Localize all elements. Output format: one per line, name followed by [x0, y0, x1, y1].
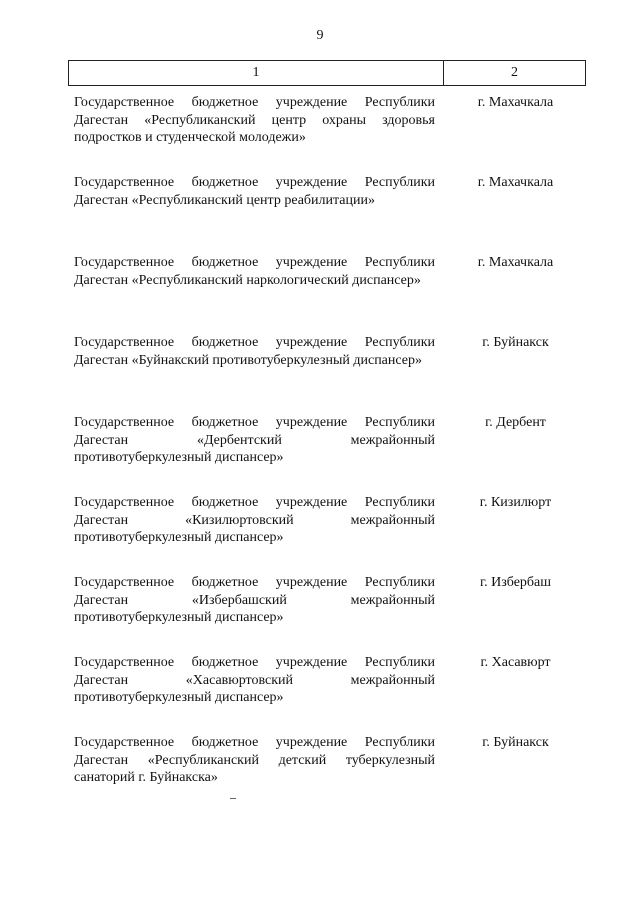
- institution-city: г. Махачкала: [477, 175, 554, 190]
- table-row: [74, 254, 586, 334]
- institution-city: г. Буйнакск: [482, 735, 549, 750]
- table-row: [74, 654, 586, 734]
- table-row: [74, 734, 586, 814]
- institution-name: Государственное бюджетное учреждение Республики Дагестан «Республиканский детский туберкулезный санаторий г. Буйнакска»: [74, 735, 435, 785]
- table-row: [74, 174, 586, 254]
- institution-name: Государственное бюджетное учреждение Республики Дагестан «Республиканский центр реабилитации»: [74, 175, 435, 208]
- institution-city: г. Дербент: [485, 415, 546, 430]
- table-row: [74, 334, 586, 414]
- institution-city: г. Буйнакск: [482, 335, 549, 350]
- institution-name: Государственное бюджетное учреждение Республики Дагестан «Избербашский межрайонный противотуберкулезный диспансер»: [74, 575, 435, 625]
- table-header: [68, 60, 586, 86]
- page-number: 9: [316, 28, 324, 43]
- institution-city: г. Избербаш: [479, 575, 552, 590]
- table-row: [74, 494, 586, 574]
- institution-name: Государственное бюджетное учреждение Республики Дагестан «Дербентский межрайонный противотуберкулезный диспансер»: [74, 415, 435, 465]
- institution-city: г. Махачкала: [477, 95, 554, 110]
- institution-city: г. Махачкала: [477, 255, 554, 270]
- institution-name: Государственное бюджетное учреждение Республики Дагестан «Хасавюртовский межрайонный противотуберкулезный диспансер»: [74, 655, 435, 705]
- table-row: [74, 414, 586, 494]
- institution-name: Государственное бюджетное учреждение Республики Дагестан «Кизилюртовский межрайонный противотуберкулезный диспансер»: [74, 495, 435, 545]
- header-col-1: 1: [69, 61, 444, 85]
- scan-mark: [230, 798, 236, 799]
- table-body: [74, 94, 586, 814]
- institution-city: г. Кизилюрт: [479, 495, 552, 510]
- header-col-2: 2: [511, 65, 518, 80]
- table-row: [74, 574, 586, 654]
- institution-name: Государственное бюджетное учреждение Республики Дагестан «Республиканский центр охраны здоровья подростков и студенческой молодежи»: [74, 95, 435, 145]
- institution-city: г. Хасавюрт: [480, 655, 551, 670]
- table-row: [74, 94, 586, 174]
- institution-name: Государственное бюджетное учреждение Республики Дагестан «Республиканский наркологический диспансер»: [74, 255, 435, 288]
- institution-name: Государственное бюджетное учреждение Республики Дагестан «Буйнакский противотуберкулезный диспансер»: [74, 335, 435, 368]
